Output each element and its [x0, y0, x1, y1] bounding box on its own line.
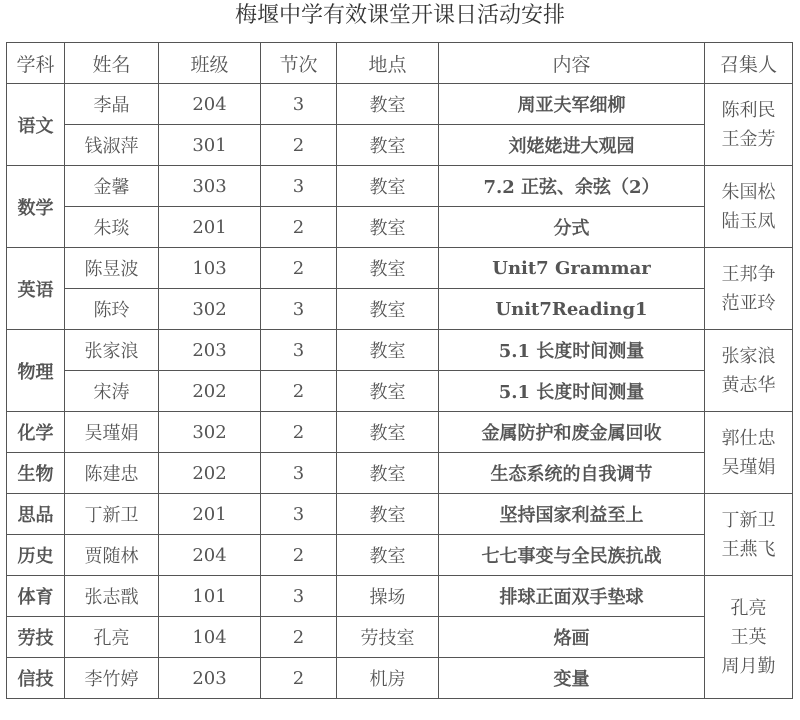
teacher-name: 丁新卫 [65, 494, 159, 535]
subject-cell: 体育 [7, 576, 65, 617]
content-cell: 周亚夫军细柳 [439, 84, 705, 125]
content-cell: 7.2 正弦、余弦（2） [439, 166, 705, 207]
page-title: 梅堰中学有效课堂开课日活动安排 [234, 3, 565, 28]
content-cell: 坚持国家利益至上 [439, 494, 705, 535]
convener-name: 王金芳 [721, 128, 776, 150]
period-number: 2 [261, 658, 337, 699]
teacher-name: 李竹婷 [65, 658, 159, 699]
location-cell: 教室 [337, 494, 439, 535]
subject-cell: 信技 [7, 658, 65, 699]
content-cell: 5.1 长度时间测量 [439, 371, 705, 412]
table-row [7, 207, 793, 248]
convener-name: 陆玉凤 [721, 210, 776, 232]
table-row [7, 289, 793, 330]
header-name: 姓名 [65, 43, 159, 84]
teacher-name: 宋涛 [65, 371, 159, 412]
convener-cell [705, 576, 793, 699]
location-cell: 教室 [337, 412, 439, 453]
location-cell: 教室 [337, 84, 439, 125]
table-row [7, 494, 793, 535]
location-cell: 教室 [337, 453, 439, 494]
period-number: 3 [261, 576, 337, 617]
class-number: 201 [159, 494, 261, 535]
header-subject: 学科 [7, 43, 65, 84]
class-number: 201 [159, 207, 261, 248]
subject-cell: 历史 [7, 535, 65, 576]
convener-name: 丁新卫 [721, 509, 776, 531]
table-row [7, 535, 793, 576]
convener-cell [705, 330, 793, 412]
table-row [7, 453, 793, 494]
header-row [7, 43, 793, 84]
subject-cell: 语文 [7, 84, 65, 166]
table-row [7, 330, 793, 371]
convener-cell [705, 84, 793, 166]
class-number: 203 [159, 658, 261, 699]
subject-cell: 生物 [7, 453, 65, 494]
teacher-name: 陈玲 [65, 289, 159, 330]
content-cell: 分式 [439, 207, 705, 248]
subject-cell: 劳技 [7, 617, 65, 658]
period-number: 2 [261, 207, 337, 248]
convener-name: 孔亮 [730, 597, 767, 619]
teacher-name: 金馨 [65, 166, 159, 207]
period-number: 2 [261, 617, 337, 658]
convener-name: 王燕飞 [721, 538, 776, 560]
subject-cell: 化学 [7, 412, 65, 453]
convener-name: 周月勤 [721, 655, 776, 677]
table-row [7, 84, 793, 125]
location-cell: 教室 [337, 248, 439, 289]
schedule-table [6, 42, 793, 699]
class-number: 202 [159, 371, 261, 412]
period-number: 2 [261, 371, 337, 412]
table-row [7, 412, 793, 453]
convener-name: 郭仕忠 [721, 427, 776, 449]
convener-cell [705, 412, 793, 494]
header-convener: 召集人 [705, 43, 793, 84]
class-number: 202 [159, 453, 261, 494]
teacher-name: 钱淑萍 [65, 125, 159, 166]
content-cell: 烙画 [439, 617, 705, 658]
period-number: 3 [261, 330, 337, 371]
convener-name: 朱国松 [721, 181, 776, 203]
location-cell: 教室 [337, 207, 439, 248]
content-cell: 七七事变与全民族抗战 [439, 535, 705, 576]
location-cell: 劳技室 [337, 617, 439, 658]
period-number: 2 [261, 412, 337, 453]
teacher-name: 贾随林 [65, 535, 159, 576]
teacher-name: 孔亮 [65, 617, 159, 658]
content-cell: 生态系统的自我调节 [439, 453, 705, 494]
content-cell: 刘姥姥进大观园 [439, 125, 705, 166]
convener-cell [705, 248, 793, 330]
convener-name: 王邦争 [721, 263, 776, 285]
class-number: 104 [159, 617, 261, 658]
location-cell: 教室 [337, 535, 439, 576]
class-number: 203 [159, 330, 261, 371]
period-number: 3 [261, 494, 337, 535]
convener-name: 陈利民 [721, 99, 776, 121]
location-cell: 教室 [337, 371, 439, 412]
period-number: 2 [261, 125, 337, 166]
convener-name: 王英 [730, 626, 767, 648]
teacher-name: 陈昱波 [65, 248, 159, 289]
table-row [7, 371, 793, 412]
subject-cell: 英语 [7, 248, 65, 330]
table-row [7, 658, 793, 699]
period-number: 3 [261, 289, 337, 330]
header-content: 内容 [439, 43, 705, 84]
teacher-name: 吴瑾娟 [65, 412, 159, 453]
class-number: 301 [159, 125, 261, 166]
convener-name: 范亚玲 [721, 292, 776, 314]
table-row [7, 125, 793, 166]
content-cell: 金属防护和废金属回收 [439, 412, 705, 453]
content-cell: Unit7Reading1 [439, 289, 705, 330]
class-number: 103 [159, 248, 261, 289]
subject-cell: 物理 [7, 330, 65, 412]
teacher-name: 朱琰 [65, 207, 159, 248]
teacher-name: 李晶 [65, 84, 159, 125]
subject-cell: 思品 [7, 494, 65, 535]
subject-cell: 数学 [7, 166, 65, 248]
header-period: 节次 [261, 43, 337, 84]
period-number: 3 [261, 166, 337, 207]
content-cell: Unit7 Grammar [439, 248, 705, 289]
table-row [7, 617, 793, 658]
convener-name: 张家浪 [721, 345, 776, 367]
period-number: 3 [261, 84, 337, 125]
header-location: 地点 [337, 43, 439, 84]
table-row [7, 248, 793, 289]
content-cell: 变量 [439, 658, 705, 699]
class-number: 302 [159, 412, 261, 453]
location-cell: 教室 [337, 330, 439, 371]
header-class: 班级 [159, 43, 261, 84]
period-number: 2 [261, 248, 337, 289]
location-cell: 操场 [337, 576, 439, 617]
convener-name: 黄志华 [721, 374, 776, 396]
table-row [7, 166, 793, 207]
convener-cell [705, 166, 793, 248]
content-cell: 排球正面双手垫球 [439, 576, 705, 617]
table-row [7, 576, 793, 617]
class-number: 101 [159, 576, 261, 617]
teacher-name: 张志戬 [65, 576, 159, 617]
period-number: 3 [261, 453, 337, 494]
location-cell: 教室 [337, 289, 439, 330]
class-number: 303 [159, 166, 261, 207]
class-number: 302 [159, 289, 261, 330]
location-cell: 机房 [337, 658, 439, 699]
convener-name: 吴瑾娟 [721, 456, 776, 478]
period-number: 2 [261, 535, 337, 576]
class-number: 204 [159, 84, 261, 125]
content-cell: 5.1 长度时间测量 [439, 330, 705, 371]
location-cell: 教室 [337, 166, 439, 207]
location-cell: 教室 [337, 125, 439, 166]
class-number: 204 [159, 535, 261, 576]
teacher-name: 张家浪 [65, 330, 159, 371]
convener-cell [705, 494, 793, 576]
teacher-name: 陈建忠 [65, 453, 159, 494]
